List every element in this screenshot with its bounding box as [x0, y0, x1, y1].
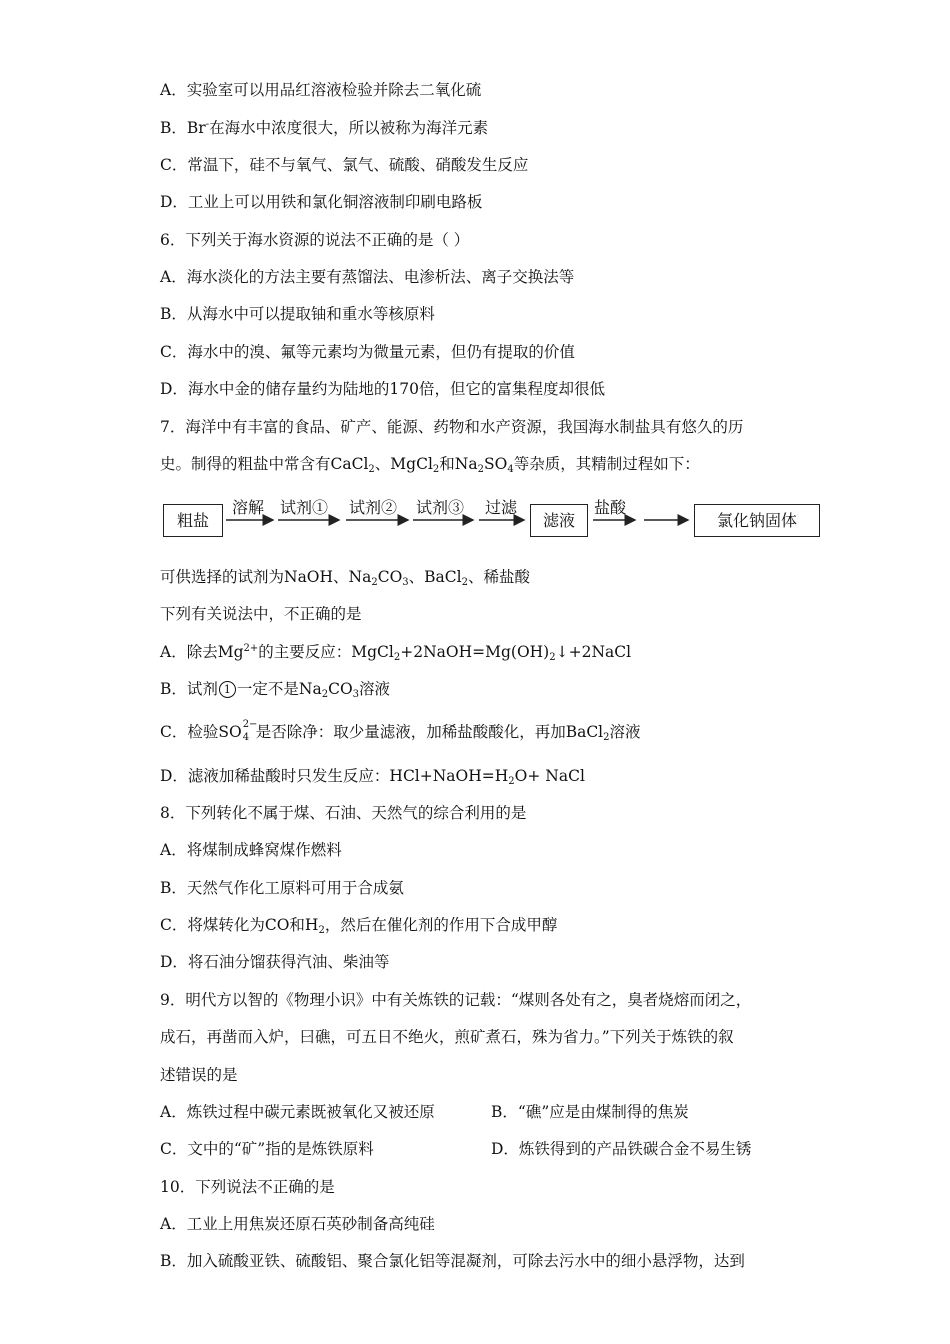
q7-stem-line1: 7．海洋中有丰富的食品、矿产、能源、药物和水产资源，我国海水制盐具有悠久的历: [160, 418, 744, 436]
q9-option-d: D．炼铁得到的产品铁碳合金不易生锈: [491, 1140, 752, 1158]
q10-option-b: B．加入硫酸亚铁、硫酸铝、聚合氯化铝等混凝剂，可除去污水中的细小悬浮物，达到: [160, 1252, 745, 1270]
q8-option-d: D．将石油分馏获得汽油、柴油等: [160, 953, 390, 971]
q8-stem: 8．下列转化不属于煤、石油、天然气的综合利用的是: [160, 804, 527, 822]
q7-reagents: 可供选择的试剂为NaOH、$Na_2CO_3$、BaCl$_2$、稀盐酸: [160, 568, 531, 588]
q9-options-row1: [160, 1101, 435, 1123]
q10-stem: 10．下列说法不正确的是: [160, 1178, 335, 1196]
q8-option-a: A．将煤制成蜂窝煤作燃料: [160, 841, 342, 859]
q6-stem: 6．下列关于海水资源的说法不正确的是（ ）: [160, 231, 470, 249]
q7-option-a: A．除去$Mg^{2+}$的主要反应：$MgCl_2+2NaOH=Mg(OH)_2↓+2NaCl$: [160, 643, 632, 663]
q9-stem-line2: 成石，再凿而入炉，曰礁，可五日不绝火，煎矿煮石，殊为省力。”下列关于炼铁的叙: [160, 1028, 734, 1046]
q7-option-b: B．试剂 1 一定不是$Na_2CO_3$溶液: [160, 680, 391, 700]
flow-label-hcl: 盐酸: [594, 498, 627, 517]
q7-option-d: D．滤液加稀盐酸时只发生反应：$HCl+NaOH=H_2O+$ NaCl: [160, 767, 585, 787]
q9-stem-line1: 9．明代方以智的《物理小识》中有关炼铁的记载：“煤则各处有之，臭者烧熔而闭之，: [160, 991, 752, 1009]
flow-label-reagent-3: 试剂③: [416, 498, 465, 517]
q9-option-a: A．炼铁过程中碳元素既被氧化又被还原: [160, 1103, 435, 1121]
q7-stem-line2: 史。制得的粗盐中常含有CaCl$_2$、MgCl$_2$和$Na_2SO_4$等杂质，其精制过程如下：: [160, 455, 700, 475]
q8-option-c: C．将煤转化为CO和$H_2$，然后在催化剂的作用下合成甲醇: [160, 916, 558, 936]
purification-flow-diagram: [160, 493, 822, 543]
flow-label-reagent-2: 试剂②: [349, 498, 398, 517]
q5-option-a: A．实验室可以用品红溶液检验并除去二氧化硫: [160, 81, 482, 99]
flow-label-dissolve: 溶解: [232, 498, 265, 517]
flow-box-filtrate: 滤液: [530, 504, 588, 537]
flow-box-crude-salt: 粗盐: [163, 504, 223, 537]
q6-option-d: D．海水中金的储存量约为陆地的170倍，但它的富集程度却很低: [160, 380, 606, 398]
q6-option-c: C．海水中的溴、氟等元素均为微量元素，但仍有提取的价值: [160, 343, 575, 361]
q6-option-b: B．从海水中可以提取铀和重水等核原料: [160, 305, 435, 323]
q8-option-b: B．天然气作化工原料可用于合成氨: [160, 879, 404, 897]
flow-box-nacl-solid: 氯化钠固体: [694, 504, 820, 537]
q7-option-c: C．检验SO 2− 4 是否除净：取少量滤液，加稀盐酸酸化，再加BaCl$_2$溶液: [160, 719, 641, 743]
q9-option-c: C．文中的“矿”指的是炼铁原料: [160, 1140, 374, 1158]
q9-option-b: B．“礁”应是由煤制得的焦炭: [491, 1103, 689, 1121]
q7-ask: 下列有关说法中，不正确的是: [160, 605, 362, 623]
q5-option-d: D．工业上可以用铁和氯化铜溶液制印刷电路板: [160, 193, 483, 211]
q6-option-a: A．海水淡化的方法主要有蒸馏法、电渗析法、离子交换法等: [160, 268, 575, 286]
flow-label-reagent-1: 试剂①: [280, 498, 329, 517]
flow-label-filter: 过滤: [485, 498, 518, 517]
q5-option-b: B．Br-在海水中浓度很大，所以被称为海洋元素: [160, 119, 489, 137]
q9-stem-line3: 述错误的是: [160, 1066, 238, 1084]
q10-option-a: A．工业上用焦炭还原石英砂制备高纯硅: [160, 1215, 435, 1233]
q5-option-c: C．常温下，硅不与氧气、氯气、硫酸、硝酸发生反应: [160, 156, 529, 174]
